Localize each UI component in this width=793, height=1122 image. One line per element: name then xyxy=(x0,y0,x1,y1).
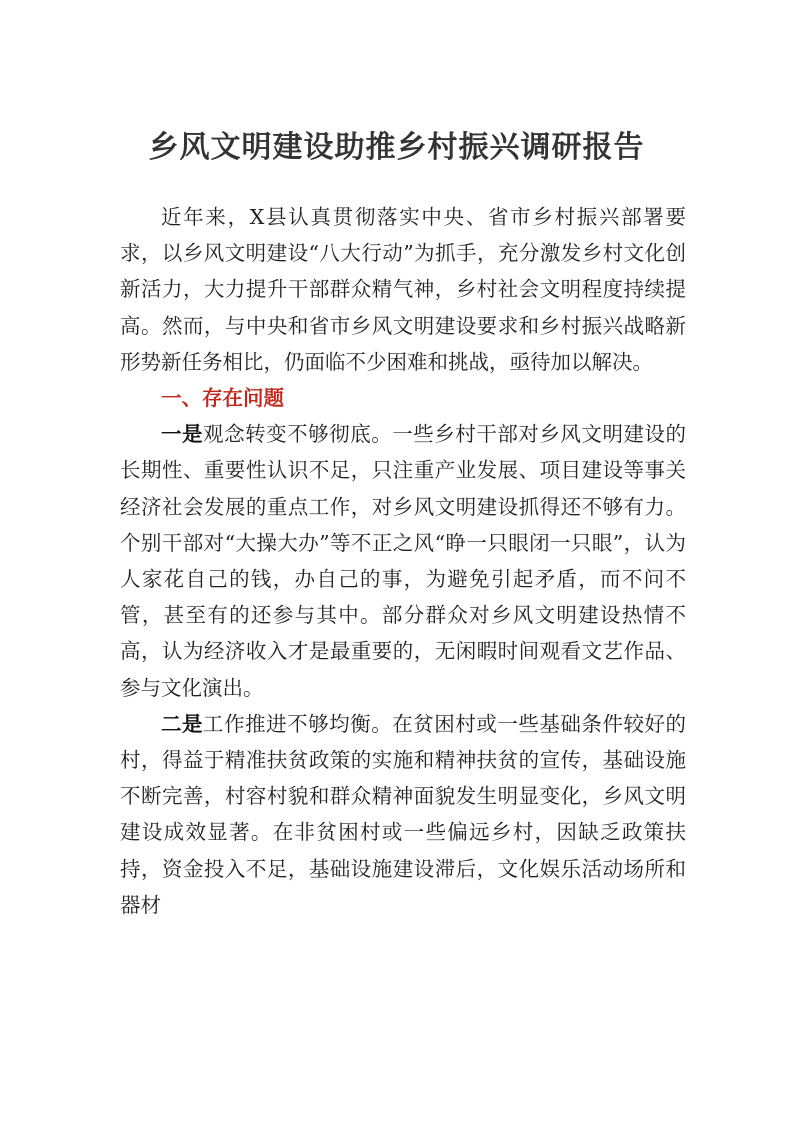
document-title: 乡风文明建设助推乡村振兴调研报告 xyxy=(148,130,645,165)
problem-2-lead: 二是 xyxy=(161,711,204,736)
section-heading-problems xyxy=(120,380,686,416)
intro-paragraph: 近年来，X县认真贯彻落实中央、省市乡村振兴部署要求，以乡风文明建设“八大行动”为抓手，充分激发乡村文化创新活力，大力提升干部群众精气神，乡村社会文明程度持续提高。然而，与中央和省市乡风文明建设要求和乡村振兴战略新形势新任务相比，仍面临不少困难和挑战，亟待加以解决。 xyxy=(120,205,686,374)
document-body xyxy=(120,199,686,923)
problem-1-lead: 一是 xyxy=(161,422,204,447)
problem-1-text: 观念转变不够彻底。一些乡村干部对乡风文明建设的长期性、重要性认识不足，只注重产业发展、项目建设等事关经济社会发展的重点工作，对乡风文明建设抓得还不够有力。个别干部对“大操大办”等不正之风“睁一只眼闭一只眼”，认为人家花自己的钱，办自己的事，为避免引起矛盾，而不问不管，甚至有的还参与其中。部分群众对乡风文明建设热情不高，认为经济收入才是最重要的，无闲暇时间观看文艺作品、参与文化演出。 xyxy=(120,422,687,700)
problem-2-text: 工作推进不够均衡。在贫困村或一些基础条件较好的村，得益于精准扶贫政策的实施和精神扶贫的宣传，基础设施不断完善，村容村貌和群众精神面貌发生明显变化，乡风文明建设成效显著。在非贫困村或一些偏远乡村，因缺乏政策扶持，资金投入不足，基础设施建设滞后，文化娱乐活动场所和器材 xyxy=(120,711,687,917)
problem-paragraph-2 xyxy=(120,706,686,923)
problem-paragraph-1 xyxy=(120,416,686,706)
section-heading-text: 一、存在问题 xyxy=(161,386,284,411)
